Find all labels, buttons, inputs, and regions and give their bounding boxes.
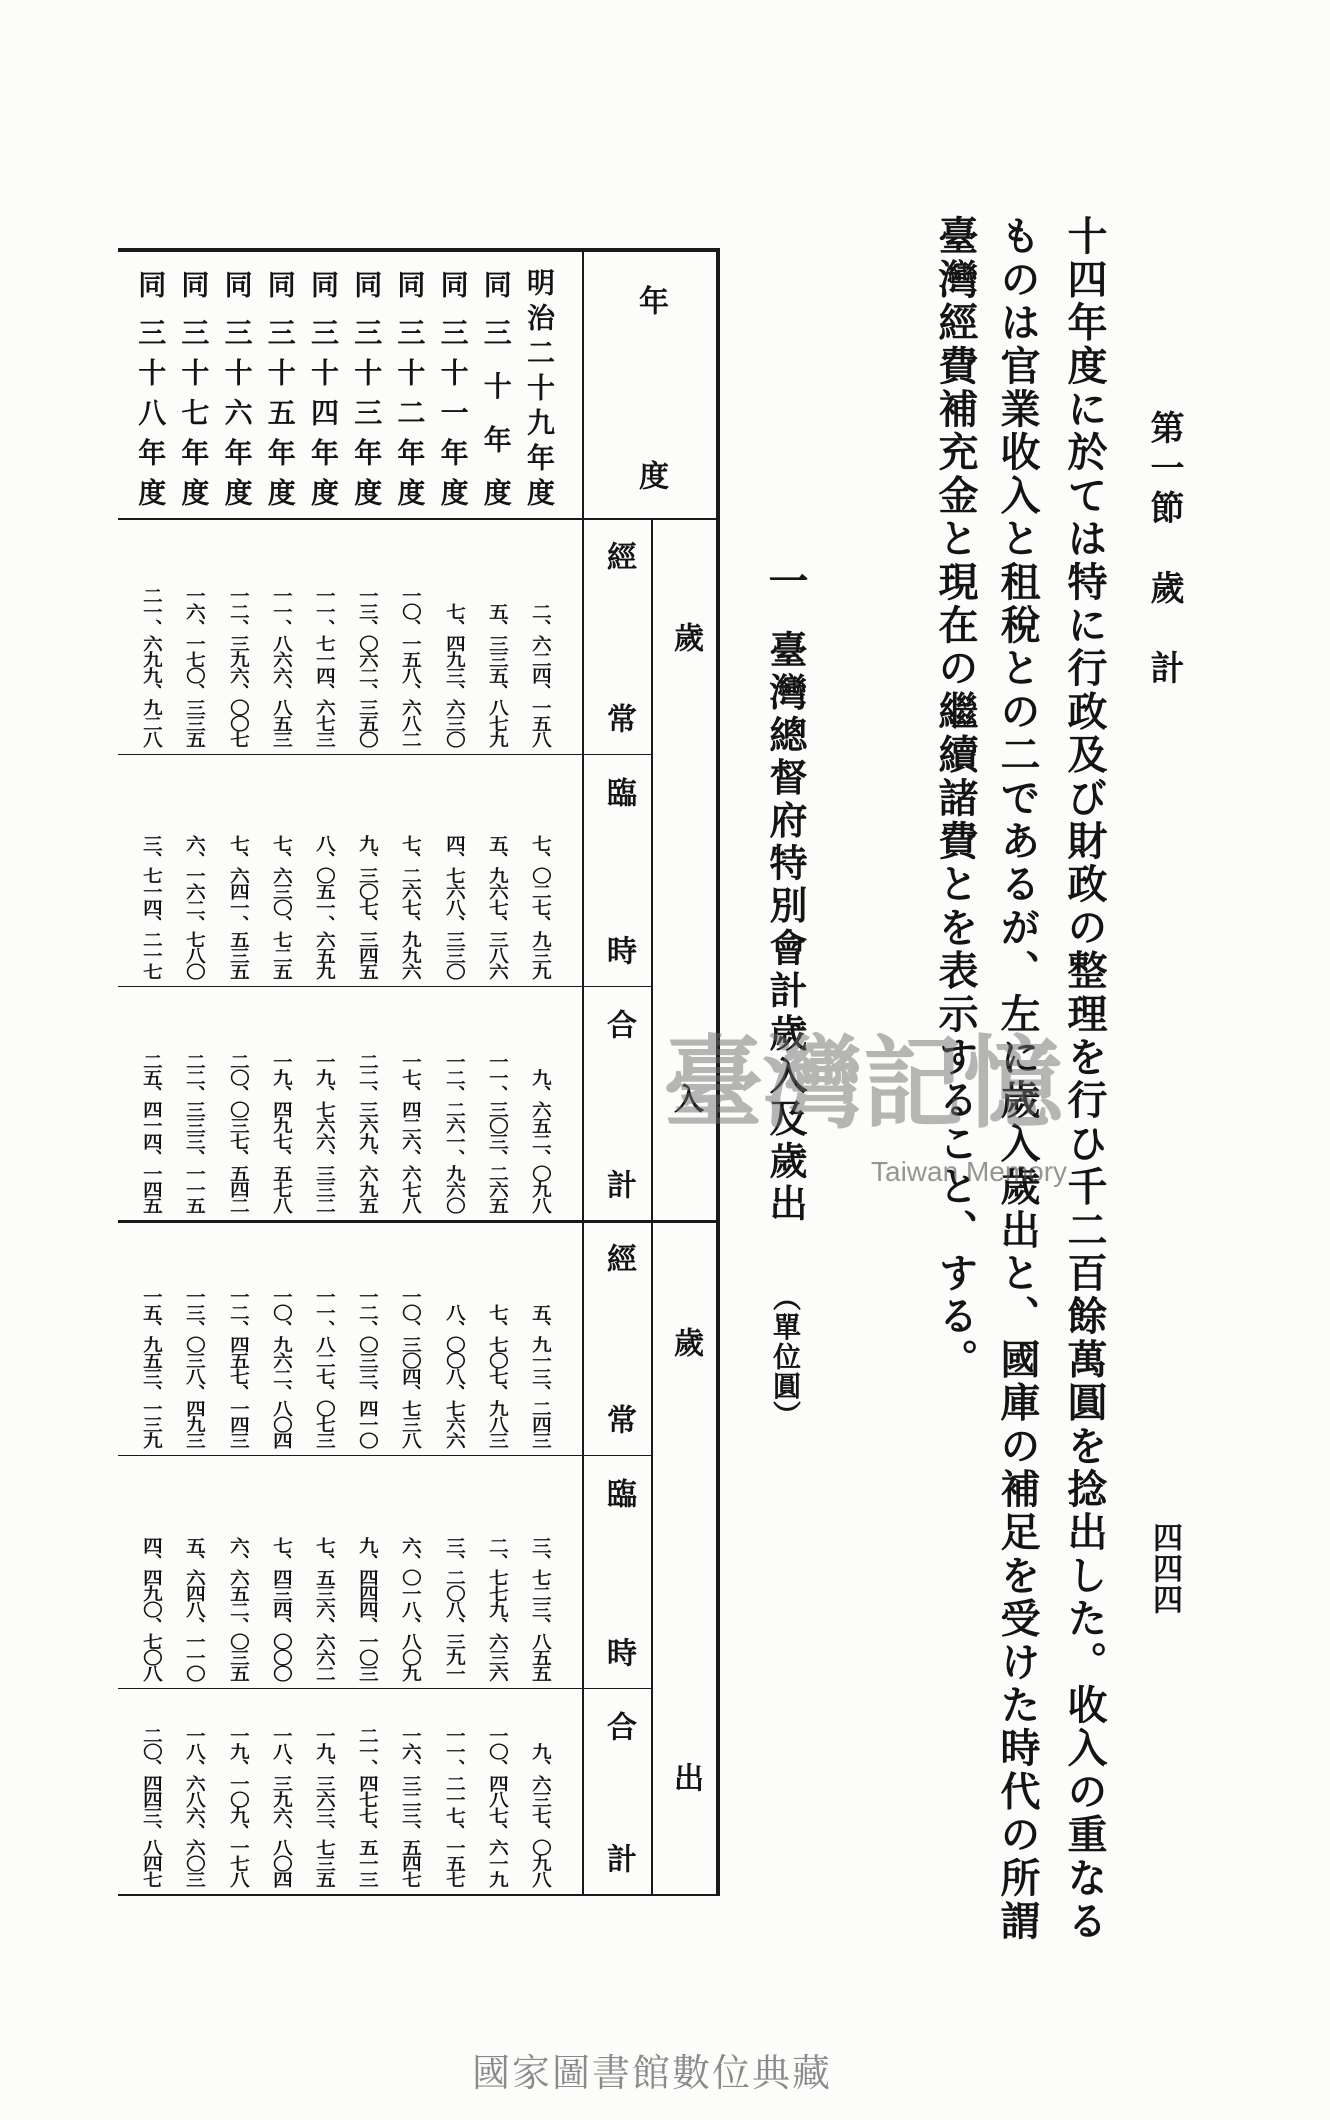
table-cell-expenditure-ordinary: 八、〇〇八、七六六	[441, 1304, 465, 1448]
table-cell-expenditure-extraordinary: 三、七二三、八五五	[527, 1537, 551, 1681]
table-row-prefix: 同	[263, 270, 297, 298]
table-cell-revenue-ordinary: 一二、三九六、〇〇七	[225, 587, 249, 747]
table-section-rule	[118, 1688, 652, 1689]
table-cell-expenditure-total: 一一、二一七、一五七	[441, 1727, 465, 1887]
table-cell-revenue-extraordinary: 七、六三〇、七二五	[268, 835, 292, 979]
table-row-year: 三十六年度	[220, 318, 254, 506]
table-row-year: 明治二十九年度	[523, 268, 556, 506]
table-cell-revenue-total: 二二、三六九、六九五	[354, 1053, 378, 1213]
table-unit-note: （單位圓）	[769, 1283, 802, 1430]
table-cell-revenue-extraordinary: 七、〇二七、九三九	[527, 835, 551, 979]
table-bottom-rule	[118, 1894, 720, 1896]
table-revenue-expenditure-rule	[118, 1220, 718, 1223]
table-cell-revenue-ordinary: 一六、一七〇、三三五	[181, 587, 205, 747]
table-header-year: 年度	[633, 285, 668, 490]
table-row-prefix: 同	[393, 270, 427, 298]
table-cell-expenditure-total: 二〇、四四三、八四七	[138, 1727, 162, 1887]
table-cell-expenditure-ordinary: 五、九一三、二四三	[527, 1304, 551, 1448]
table-row-year: 三十年度	[479, 318, 513, 506]
table-title: 臺灣總督府特別會計歲入及歲出	[763, 630, 808, 1227]
table-cell-revenue-ordinary: 二一、六九九、九二八	[138, 587, 162, 747]
table-subheader-revenue-extraordinary: 臨時	[601, 777, 636, 965]
table-year-rule	[118, 518, 718, 520]
table-cell-revenue-extraordinary: 五、九六七、三八六	[484, 835, 508, 979]
page-number: 四四四	[1147, 1522, 1182, 1615]
table-cell-revenue-extraordinary: 七、二六七、九九六	[397, 835, 421, 979]
watermark-logo: 臺灣記憶	[663, 1024, 1063, 1142]
body-text-column: 臺灣經費補充金と現在の繼續諸費とを表示すること、する。	[932, 215, 979, 1382]
table-section-rule	[118, 754, 652, 755]
table-row-year: 三十七年度	[177, 318, 211, 506]
table-cell-revenue-ordinary: 一〇、一五八、六八二	[397, 587, 421, 747]
table-cell-revenue-total: 一二、二六一、九六〇	[441, 1053, 465, 1213]
table-row-year: 三十三年度	[350, 318, 384, 506]
table-cell-expenditure-extraordinary: 三、二〇八、三九一	[441, 1537, 465, 1681]
table-cell-revenue-total: 一七、四二六、六七八	[397, 1053, 421, 1213]
table-subheader-revenue-ordinary: 經常	[601, 541, 636, 733]
table-cell-expenditure-total: 一八、三九六、八〇四	[268, 1727, 292, 1887]
table-cell-expenditure-ordinary: 一三、〇三八、四九三	[181, 1288, 205, 1448]
table-cell-revenue-total: 二五、四一四、一四五	[138, 1053, 162, 1213]
table-cell-expenditure-ordinary: 一二、四五七、一四三	[225, 1288, 249, 1448]
table-section-rule	[118, 986, 652, 987]
watermark-logo-subtext: Taiwan Memory	[871, 1156, 1068, 1187]
table-top-rule	[118, 248, 720, 252]
table-cell-revenue-extraordinary: 三、七一四、二一七	[138, 835, 162, 979]
table-cell-revenue-extraordinary: 九、三〇七、三四五	[354, 835, 378, 979]
table-cell-expenditure-total: 一八、六八六、六〇三	[181, 1727, 205, 1887]
table-cell-expenditure-total: 一九、一〇九、一七八	[225, 1727, 249, 1887]
table-cell-expenditure-ordinary: 一一、八二七、〇七三	[311, 1288, 335, 1448]
table-header-divider	[582, 251, 584, 1895]
table-cell-expenditure-extraordinary: 二、七七九、六三六	[484, 1537, 508, 1681]
table-row-prefix: 同	[177, 270, 211, 298]
table-cell-expenditure-extraordinary: 七、五三六、六六二	[311, 1537, 335, 1681]
table-cell-expenditure-total: 一〇、四八七、六一九	[484, 1727, 508, 1887]
table-cell-expenditure-total: 一六、三二三、五四七	[397, 1727, 421, 1887]
body-text-column: ものは官業收入と租稅との二であるが、左に歲入歲出と、國庫の補足を受けた時代の所謂	[994, 215, 1041, 1943]
table-cell-expenditure-ordinary: 一〇、三〇四、七三八	[397, 1288, 421, 1448]
table-row-year: 三十四年度	[307, 318, 340, 506]
table-cell-revenue-ordinary: 七、四九三、六三〇	[441, 603, 465, 747]
table-row-prefix: 同	[134, 270, 168, 298]
table-row-prefix: 同	[479, 270, 513, 298]
table-row-year: 三十五年度	[263, 318, 297, 506]
table-cell-expenditure-extraordinary: 七、四三四、〇〇〇	[268, 1537, 292, 1681]
table-row-prefix: 同	[307, 270, 340, 298]
table-subheader-expenditure-ordinary: 經常	[601, 1243, 636, 1434]
table-cell-revenue-total: 一九、四九七、五七八	[268, 1053, 292, 1213]
table-cell-expenditure-extraordinary: 五、六四八、一一〇	[181, 1537, 205, 1681]
table-cell-revenue-ordinary: 一一、七一四、六七三	[311, 587, 335, 747]
body-text-column: 十四年度に於ては特に行政及び財政の整理を行ひ千二百餘萬圓を捻出した。收入の重なる	[1061, 215, 1108, 1943]
table-row-year: 三十八年度	[134, 318, 168, 506]
table-header-expenditure: 歲出	[668, 1327, 703, 1792]
table-header-revenue: 歲入	[668, 622, 703, 1113]
table-cell-expenditure-extraordinary: 四、四九〇、七〇八	[138, 1537, 162, 1681]
table-cell-revenue-total: 一九、七六六、三三二	[311, 1053, 335, 1213]
table-cell-expenditure-ordinary: 一二、〇三三、四一〇	[354, 1288, 378, 1448]
collection-footer: 國家圖書館數位典藏	[471, 2051, 832, 2095]
table-row-prefix: 同	[220, 270, 254, 298]
table-subheader-expenditure-extraordinary: 臨時	[601, 1478, 636, 1667]
table-cell-expenditure-total: 二一、四七七、五一三	[354, 1727, 378, 1887]
table-row-year: 三十一年度	[436, 318, 470, 506]
table-cell-revenue-total: 二二、三三三、一一五	[181, 1053, 205, 1213]
section-header: 第一節 歲 計	[1144, 410, 1184, 690]
table-cell-expenditure-ordinary: 一五、九五三、一三九	[138, 1288, 162, 1448]
table-cell-revenue-ordinary: 一一、八六六、八五三	[268, 587, 292, 747]
table-cell-expenditure-total: 一九、三六三、七三五	[311, 1727, 335, 1887]
table-cell-expenditure-extraordinary: 九、四四四、一〇三	[354, 1537, 378, 1681]
table-cell-revenue-ordinary: 五、三三五、八七九	[484, 603, 508, 747]
table-row-prefix: 同	[436, 270, 470, 298]
table-cell-revenue-total: 一一、三〇三、二六五	[484, 1053, 508, 1213]
table-cell-revenue-extraordinary: 四、七六八、三三〇	[441, 835, 465, 979]
table-cell-expenditure-ordinary: 一〇、九六二、八〇四	[268, 1288, 292, 1448]
table-cell-revenue-total: 九、六五二、〇九八	[527, 1069, 551, 1213]
table-cell-revenue-ordinary: 二、六二四、一五八	[527, 603, 551, 747]
table-section-rule	[118, 1455, 652, 1456]
table-cell-revenue-extraordinary: 八、〇五一、六五九	[311, 835, 335, 979]
table-cell-expenditure-total: 九、六三七、〇九八	[527, 1743, 551, 1887]
table-cell-revenue-ordinary: 一三、〇六二、三五〇	[354, 587, 378, 747]
table-cell-revenue-total: 二〇、〇三七、五四二	[225, 1053, 249, 1213]
table-subheader-expenditure-total: 合計	[601, 1711, 636, 1873]
table-title-number: 一	[762, 560, 809, 600]
table-row-year: 三十二年度	[393, 318, 427, 506]
table-row-prefix: 同	[350, 270, 384, 298]
table-cell-revenue-extraordinary: 七、六四一、五三五	[225, 835, 249, 979]
table-cell-expenditure-ordinary: 七、七〇七、九八三	[484, 1304, 508, 1448]
table-cell-expenditure-extraordinary: 六、六五二、〇三五	[225, 1537, 249, 1681]
table-cell-expenditure-extraordinary: 六、〇一八、八〇九	[397, 1537, 421, 1681]
table-subheader-revenue-total: 合計	[601, 1009, 636, 1199]
table-cell-revenue-extraordinary: 六、一六二、七八〇	[181, 835, 205, 979]
